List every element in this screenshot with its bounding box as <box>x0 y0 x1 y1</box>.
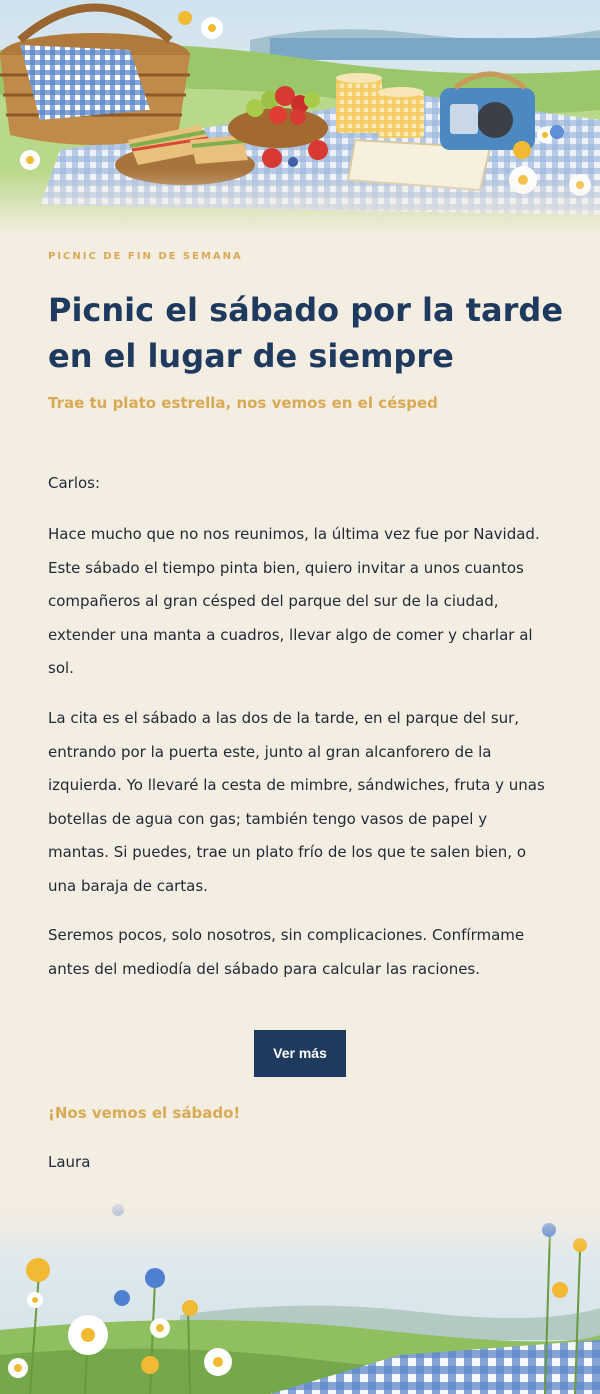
signoff: ¡Nos vemos el sábado! <box>48 1104 241 1122</box>
eyebrow-label: PICNIC DE FIN DE SEMANA <box>48 251 243 262</box>
footer-fade <box>0 1190 600 1250</box>
footer-image <box>0 1190 600 1394</box>
email-headline: Picnic el sábado por la tarde en el lugar de siempre <box>48 291 564 375</box>
signature: Laura <box>48 1153 91 1171</box>
hero-image <box>0 0 600 240</box>
greeting: Carlos: <box>48 474 101 492</box>
paragraph: Hace mucho que no nos reunimos, la última vez fue por Navidad. Este sábado el tiempo pinta bien, quiero invitar a unos cuantos compañeros al gran césped del parque del sur de la ciudad, extender una manta a cuadros, llevar algo de comer y charlar al sol. <box>48 525 540 677</box>
cta-wrapper <box>254 1030 346 1077</box>
email-subtitle: Trae tu plato estrella, nos vemos en el césped <box>48 394 438 412</box>
paragraph: Seremos pocos, solo nosotros, sin complicaciones. Confírmame antes del mediodía del sábado para calcular las raciones. <box>48 926 525 978</box>
paragraph: La cita es el sábado a las dos de la tarde, en el parque del sur, entrando por la puerta este, junto al gran alcanforero de la izquierda. Yo llevaré la cesta de mimbre, sándwiches, fruta y unas botellas de agua con gas; también tengo vasos de papel y mantas. Si puedes, trae un plato frío de los que te salen bien, o una baraja de cartas. <box>48 709 545 895</box>
hero-fade <box>0 170 600 240</box>
ver-mas-button[interactable]: Ver más <box>254 1030 346 1077</box>
